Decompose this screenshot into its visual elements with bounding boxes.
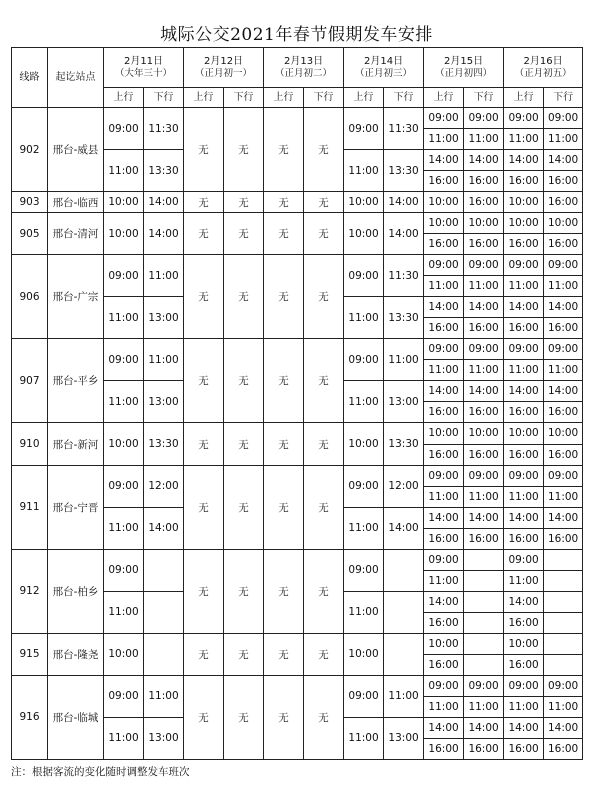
time-cell: 16:00 (464, 528, 504, 549)
time-cell: 14:00 (384, 213, 424, 255)
time-cell: 16:00 (424, 402, 464, 423)
time-cell: 11:00 (424, 360, 464, 381)
time-cell (384, 549, 424, 591)
time-cell: 11:30 (384, 255, 424, 297)
time-cell (144, 549, 184, 591)
no-service-cell: 无 (304, 192, 344, 213)
time-cell: 13:30 (384, 297, 424, 339)
no-service-cell: 无 (224, 633, 264, 675)
time-cell (144, 633, 184, 675)
time-cell: 13:30 (144, 150, 184, 192)
time-cell: 16:00 (424, 738, 464, 759)
time-cell: 11:00 (384, 339, 424, 381)
header-stations: 起讫站点 (48, 48, 104, 108)
time-cell: 11:00 (464, 486, 504, 507)
time-cell: 09:00 (344, 108, 384, 150)
time-cell: 11:00 (104, 150, 144, 192)
time-cell: 16:00 (504, 612, 544, 633)
lunar-label: （大年三十） (115, 67, 173, 79)
footnote: 注：根据客流的变化随时调整发车班次 (11, 766, 190, 778)
header-up: 上行 (344, 88, 384, 108)
time-cell: 11:00 (344, 381, 384, 423)
header-up: 上行 (184, 88, 224, 108)
time-cell: 09:00 (344, 675, 384, 717)
time-cell: 09:00 (464, 255, 504, 276)
time-cell: 14:00 (464, 381, 504, 402)
table-row (12, 675, 583, 696)
no-service-cell: 无 (224, 549, 264, 633)
header-date-0213 (264, 48, 344, 88)
route-number: 902 (12, 108, 48, 192)
time-cell: 16:00 (464, 192, 504, 213)
header-down: 下行 (224, 88, 264, 108)
time-cell: 14:00 (464, 717, 504, 738)
no-service-cell: 无 (184, 675, 224, 759)
time-cell: 13:00 (384, 717, 424, 759)
no-service-cell: 无 (264, 255, 304, 339)
time-cell: 09:00 (504, 255, 544, 276)
table-row (12, 213, 583, 234)
header-up: 上行 (424, 88, 464, 108)
time-cell: 09:00 (504, 339, 544, 360)
time-cell: 13:30 (384, 150, 424, 192)
time-cell: 11:00 (544, 360, 583, 381)
lunar-label: （正月初三） (355, 67, 413, 79)
time-cell: 09:00 (464, 675, 504, 696)
table-row (12, 108, 583, 129)
route-stations: 邢台-临城 (48, 675, 104, 759)
no-service-cell: 无 (304, 339, 344, 423)
table-row (12, 423, 583, 444)
time-cell: 10:00 (424, 633, 464, 654)
time-cell: 11:00 (384, 675, 424, 717)
time-cell: 11:00 (144, 339, 184, 381)
route-number: 906 (12, 255, 48, 339)
time-cell: 14:00 (544, 507, 583, 528)
route-stations: 邢台-新河 (48, 423, 104, 465)
time-cell (544, 591, 583, 612)
table-row (12, 339, 583, 360)
time-cell: 16:00 (424, 528, 464, 549)
no-service-cell: 无 (184, 108, 224, 192)
no-service-cell: 无 (304, 423, 344, 465)
date-label: 2月11日 (123, 55, 164, 67)
time-cell (144, 591, 184, 633)
time-cell: 11:00 (104, 297, 144, 339)
time-cell: 10:00 (344, 633, 384, 675)
time-cell: 14:00 (424, 297, 464, 318)
no-service-cell: 无 (304, 549, 344, 633)
header-down: 下行 (544, 88, 583, 108)
time-cell: 11:00 (504, 129, 544, 150)
time-cell: 11:00 (464, 276, 504, 297)
time-cell: 16:00 (544, 738, 583, 759)
time-cell: 09:00 (544, 255, 583, 276)
time-cell: 14:00 (544, 717, 583, 738)
lunar-label: （正月初一） (195, 67, 253, 79)
time-cell: 10:00 (104, 213, 144, 255)
table-row (12, 633, 583, 654)
header-date-0215 (424, 48, 504, 88)
time-cell: 14:00 (424, 507, 464, 528)
no-service-cell: 无 (184, 255, 224, 339)
route-stations: 邢台-清河 (48, 213, 104, 255)
time-cell: 16:00 (464, 444, 504, 465)
no-service-cell: 无 (184, 423, 224, 465)
no-service-cell: 无 (264, 423, 304, 465)
no-service-cell: 无 (224, 423, 264, 465)
route-number: 903 (12, 192, 48, 213)
route-number: 916 (12, 675, 48, 759)
time-cell: 09:00 (464, 339, 504, 360)
time-cell (544, 570, 583, 591)
time-cell: 11:00 (104, 381, 144, 423)
time-cell: 09:00 (544, 675, 583, 696)
header-date-0211 (104, 48, 184, 88)
time-cell: 09:00 (504, 108, 544, 129)
time-cell: 16:00 (464, 738, 504, 759)
time-cell: 10:00 (104, 423, 144, 465)
no-service-cell: 无 (304, 213, 344, 255)
time-cell: 09:00 (424, 549, 464, 570)
time-cell: 09:00 (544, 465, 583, 486)
time-cell: 11:00 (464, 696, 504, 717)
lunar-label: （正月初二） (275, 67, 333, 79)
no-service-cell: 无 (224, 192, 264, 213)
time-cell: 09:00 (104, 339, 144, 381)
time-cell: 16:00 (504, 444, 544, 465)
time-cell: 16:00 (544, 318, 583, 339)
time-cell: 10:00 (344, 192, 384, 213)
time-cell (544, 612, 583, 633)
no-service-cell: 无 (264, 675, 304, 759)
time-cell: 11:00 (104, 507, 144, 549)
time-cell: 16:00 (544, 444, 583, 465)
time-cell: 11:00 (424, 570, 464, 591)
header-up: 上行 (504, 88, 544, 108)
route-stations: 邢台-隆尧 (48, 633, 104, 675)
time-cell: 16:00 (424, 654, 464, 675)
time-cell: 09:00 (424, 108, 464, 129)
time-cell: 14:00 (424, 591, 464, 612)
time-cell: 11:30 (144, 108, 184, 150)
time-cell: 09:00 (544, 339, 583, 360)
time-cell (464, 570, 504, 591)
table-row (12, 465, 583, 486)
time-cell: 13:00 (144, 381, 184, 423)
no-service-cell: 无 (304, 465, 344, 549)
time-cell: 14:00 (504, 297, 544, 318)
time-cell: 14:00 (144, 213, 184, 255)
no-service-cell: 无 (264, 633, 304, 675)
time-cell (464, 612, 504, 633)
time-cell: 14:00 (504, 717, 544, 738)
time-cell (464, 633, 504, 654)
time-cell: 14:00 (504, 150, 544, 171)
header-route: 线路 (12, 48, 48, 108)
time-cell: 11:00 (424, 696, 464, 717)
time-cell: 11:00 (144, 255, 184, 297)
time-cell: 10:00 (504, 192, 544, 213)
time-cell: 09:00 (424, 255, 464, 276)
no-service-cell: 无 (304, 255, 344, 339)
no-service-cell: 无 (224, 339, 264, 423)
date-label: 2月12日 (203, 55, 244, 67)
header-down: 下行 (384, 88, 424, 108)
header-row-dates (12, 48, 583, 88)
time-cell (464, 591, 504, 612)
time-cell: 14:00 (424, 717, 464, 738)
time-cell: 09:00 (104, 108, 144, 150)
time-cell: 16:00 (544, 402, 583, 423)
lunar-label: （正月初四） (435, 67, 493, 79)
time-cell: 10:00 (344, 423, 384, 465)
time-cell: 10:00 (504, 213, 544, 234)
no-service-cell: 无 (224, 465, 264, 549)
route-number: 912 (12, 549, 48, 633)
route-stations: 邢台-广宗 (48, 255, 104, 339)
time-cell: 14:00 (504, 591, 544, 612)
time-cell: 16:00 (424, 444, 464, 465)
time-cell: 14:00 (384, 192, 424, 213)
time-cell: 16:00 (424, 612, 464, 633)
table-row (12, 549, 583, 570)
no-service-cell: 无 (184, 192, 224, 213)
time-cell: 13:30 (144, 423, 184, 465)
header-up: 上行 (264, 88, 304, 108)
time-cell: 09:00 (344, 465, 384, 507)
no-service-cell: 无 (264, 108, 304, 192)
time-cell: 11:00 (144, 675, 184, 717)
time-cell: 16:00 (544, 528, 583, 549)
time-cell: 12:00 (144, 465, 184, 507)
time-cell: 10:00 (104, 633, 144, 675)
time-cell (464, 654, 504, 675)
time-cell: 11:00 (424, 276, 464, 297)
time-cell: 14:00 (144, 507, 184, 549)
time-cell: 11:00 (504, 696, 544, 717)
time-cell (544, 549, 583, 570)
time-cell (544, 654, 583, 675)
lunar-label: （正月初五） (514, 67, 572, 79)
time-cell: 09:00 (104, 255, 144, 297)
header-down: 下行 (304, 88, 344, 108)
time-cell: 16:00 (424, 318, 464, 339)
time-cell (544, 633, 583, 654)
time-cell: 09:00 (544, 108, 583, 129)
time-cell: 16:00 (504, 402, 544, 423)
header-date-0212 (184, 48, 264, 88)
time-cell: 11:00 (504, 276, 544, 297)
no-service-cell: 无 (184, 549, 224, 633)
time-cell: 09:00 (344, 549, 384, 591)
time-cell: 10:00 (424, 192, 464, 213)
route-stations: 邢台-威县 (48, 108, 104, 192)
date-label: 2月15日 (444, 55, 484, 67)
route-stations: 邢台-柏乡 (48, 549, 104, 633)
time-cell: 11:30 (384, 108, 424, 150)
date-label: 2月16日 (523, 55, 563, 67)
time-cell: 14:00 (544, 297, 583, 318)
time-cell: 16:00 (504, 738, 544, 759)
time-cell: 10:00 (424, 213, 464, 234)
time-cell: 16:00 (544, 171, 583, 192)
date-label: 2月13日 (283, 55, 324, 67)
time-cell: 09:00 (344, 255, 384, 297)
time-cell: 11:00 (464, 129, 504, 150)
time-cell: 11:00 (424, 129, 464, 150)
header-date-0214 (344, 48, 424, 88)
time-cell: 16:00 (544, 234, 583, 255)
time-cell: 09:00 (504, 549, 544, 570)
route-number: 911 (12, 465, 48, 549)
route-number: 910 (12, 423, 48, 465)
time-cell (384, 591, 424, 633)
no-service-cell: 无 (304, 108, 344, 192)
time-cell: 10:00 (104, 192, 144, 213)
time-cell: 16:00 (464, 318, 504, 339)
time-cell: 11:00 (344, 150, 384, 192)
no-service-cell: 无 (184, 633, 224, 675)
time-cell: 09:00 (424, 675, 464, 696)
time-cell: 11:00 (464, 360, 504, 381)
time-cell: 09:00 (104, 675, 144, 717)
time-cell: 14:00 (544, 381, 583, 402)
no-service-cell: 无 (264, 213, 304, 255)
header-down: 下行 (464, 88, 504, 108)
time-cell: 16:00 (424, 171, 464, 192)
route-stations: 邢台-宁晋 (48, 465, 104, 549)
time-cell: 10:00 (544, 423, 583, 444)
no-service-cell: 无 (304, 633, 344, 675)
time-cell: 13:00 (144, 297, 184, 339)
page-title: 城际公交2021年春节假期发车安排 (160, 25, 433, 45)
no-service-cell: 无 (184, 465, 224, 549)
time-cell: 16:00 (504, 528, 544, 549)
time-cell: 12:00 (384, 465, 424, 507)
time-cell: 09:00 (504, 465, 544, 486)
time-cell: 16:00 (464, 171, 504, 192)
time-cell: 16:00 (424, 234, 464, 255)
time-cell: 14:00 (464, 150, 504, 171)
time-cell: 11:00 (544, 486, 583, 507)
no-service-cell: 无 (224, 108, 264, 192)
time-cell: 14:00 (464, 297, 504, 318)
time-cell: 09:00 (464, 108, 504, 129)
time-cell: 11:00 (544, 276, 583, 297)
no-service-cell: 无 (184, 213, 224, 255)
time-cell (384, 633, 424, 675)
time-cell: 14:00 (424, 150, 464, 171)
route-number: 907 (12, 339, 48, 423)
date-label: 2月14日 (364, 55, 404, 67)
route-stations: 邢台-临西 (48, 192, 104, 213)
time-cell: 09:00 (344, 339, 384, 381)
time-cell: 09:00 (424, 465, 464, 486)
no-service-cell: 无 (264, 339, 304, 423)
time-cell: 11:00 (104, 591, 144, 633)
table-row (12, 192, 583, 213)
time-cell: 16:00 (464, 234, 504, 255)
time-cell: 10:00 (544, 213, 583, 234)
time-cell: 16:00 (504, 171, 544, 192)
time-cell: 09:00 (104, 549, 144, 591)
time-cell: 14:00 (424, 381, 464, 402)
time-cell: 13:30 (384, 423, 424, 465)
schedule-body (12, 108, 583, 760)
time-cell: 09:00 (504, 675, 544, 696)
schedule-table (11, 47, 583, 760)
time-cell: 11:00 (544, 696, 583, 717)
time-cell: 16:00 (504, 654, 544, 675)
time-cell: 11:00 (344, 507, 384, 549)
time-cell: 11:00 (424, 486, 464, 507)
no-service-cell: 无 (304, 675, 344, 759)
route-stations: 邢台-平乡 (48, 339, 104, 423)
time-cell: 11:00 (544, 129, 583, 150)
route-number: 905 (12, 213, 48, 255)
time-cell: 13:00 (384, 381, 424, 423)
no-service-cell: 无 (264, 465, 304, 549)
time-cell: 09:00 (104, 465, 144, 507)
time-cell: 11:00 (344, 591, 384, 633)
time-cell: 16:00 (504, 234, 544, 255)
header-down: 下行 (144, 88, 184, 108)
no-service-cell: 无 (224, 675, 264, 759)
time-cell: 14:00 (544, 150, 583, 171)
time-cell: 10:00 (344, 213, 384, 255)
time-cell: 16:00 (544, 192, 583, 213)
time-cell: 14:00 (144, 192, 184, 213)
time-cell: 14:00 (504, 381, 544, 402)
time-cell: 10:00 (464, 213, 504, 234)
route-number: 915 (12, 633, 48, 675)
time-cell: 14:00 (464, 507, 504, 528)
time-cell: 11:00 (504, 360, 544, 381)
time-cell: 10:00 (424, 423, 464, 444)
no-service-cell: 无 (224, 255, 264, 339)
time-cell: 16:00 (464, 402, 504, 423)
time-cell: 11:00 (504, 486, 544, 507)
time-cell: 10:00 (504, 423, 544, 444)
time-cell: 10:00 (504, 633, 544, 654)
no-service-cell: 无 (224, 213, 264, 255)
no-service-cell: 无 (264, 192, 304, 213)
time-cell: 09:00 (464, 465, 504, 486)
time-cell: 11:00 (344, 717, 384, 759)
time-cell: 10:00 (464, 423, 504, 444)
time-cell (464, 549, 504, 570)
time-cell: 11:00 (104, 717, 144, 759)
no-service-cell: 无 (264, 549, 304, 633)
header-up: 上行 (104, 88, 144, 108)
time-cell: 09:00 (424, 339, 464, 360)
time-cell: 14:00 (384, 507, 424, 549)
no-service-cell: 无 (184, 339, 224, 423)
table-row (12, 255, 583, 276)
time-cell: 14:00 (504, 507, 544, 528)
time-cell: 11:00 (344, 297, 384, 339)
time-cell: 16:00 (504, 318, 544, 339)
header-date-0216 (504, 48, 583, 88)
time-cell: 13:00 (144, 717, 184, 759)
time-cell: 11:00 (504, 570, 544, 591)
